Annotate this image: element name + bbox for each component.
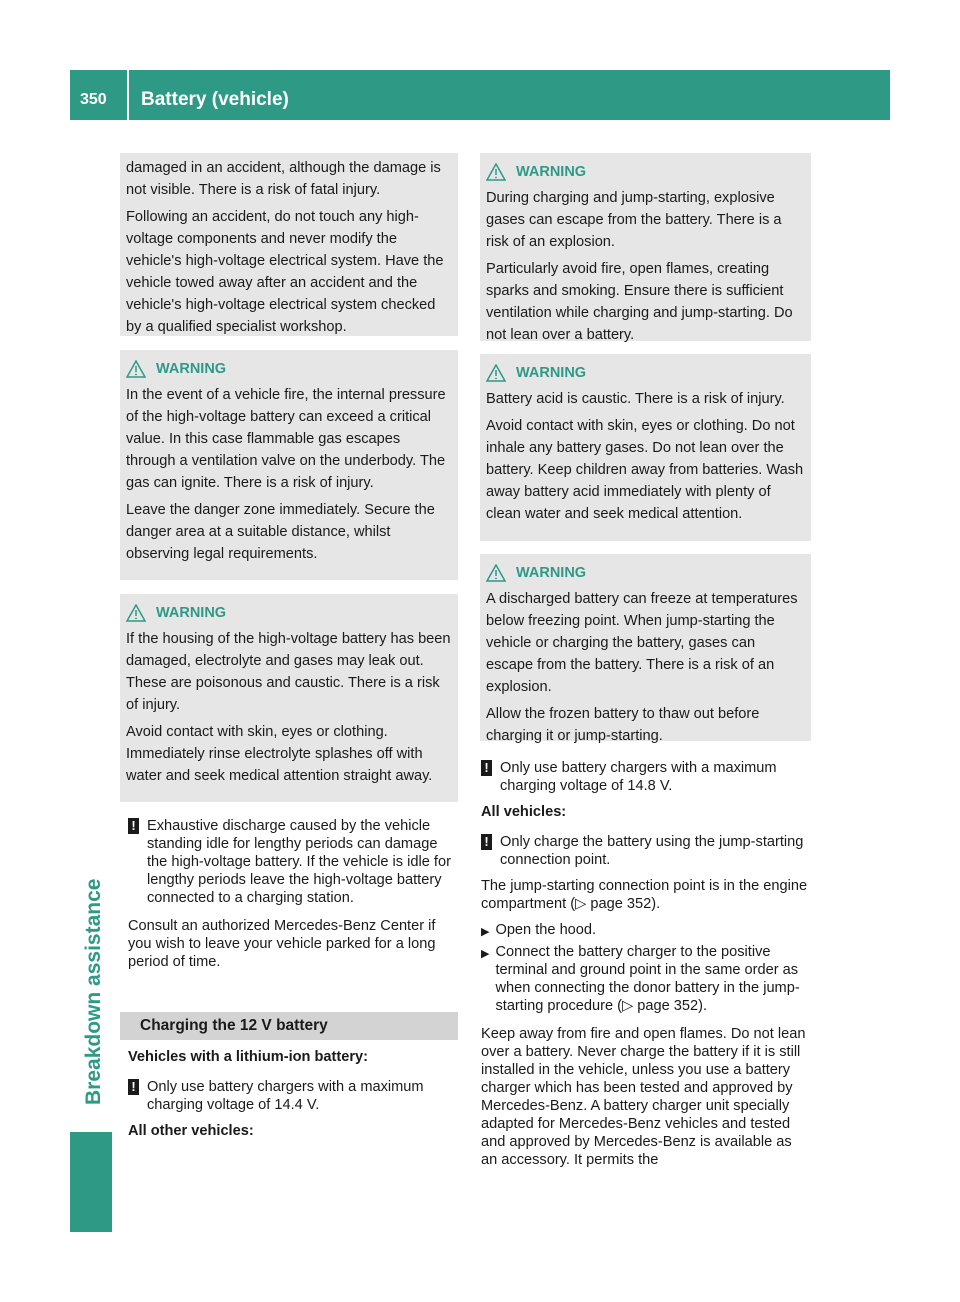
- note-max-voltage: [481, 759, 811, 795]
- warning-triangle-icon: [486, 163, 506, 181]
- warning-box-frozen: [480, 554, 811, 744]
- warning-instruction: Avoid contact with skin, eyes or clothing. Immediately rinse electrolyte splashes off with water and seek medical attention straight away.: [126, 724, 433, 784]
- note-discharge: [128, 817, 460, 907]
- step-text: Connect the battery charger to the positive terminal and ground point in the same order as when connecting the donor battery in the jump-starting procedure (▷ page 352).: [495, 944, 800, 1014]
- warning-header: [486, 362, 805, 384]
- warning-instruction: Avoid contact with skin, eyes or clothing. Do not inhale any battery gases. Do not lean over the battery. Keep children away from batteries. Wash away battery acid immediately with plenty of clean water and seek medical attention.: [486, 418, 804, 522]
- warning-box-fire: [120, 350, 458, 580]
- warning-text: Battery acid is caustic. There is a risk of injury.: [486, 391, 785, 407]
- continued-warning-box: [120, 153, 458, 336]
- paragraph-connection-point: The jump-starting connection point is in the engine compartment (▷ page 352).: [481, 878, 808, 912]
- warning-text: damaged in an accident, although the damage is not visible. There is a risk of fatal injury.: [126, 160, 441, 198]
- warning-title: WARNING: [156, 361, 227, 377]
- subheading-charging: Charging the 12 V battery: [120, 1012, 458, 1040]
- note-text: Only charge the battery using the jump-starting connection point.: [500, 834, 804, 868]
- warning-text: If the housing of the high-voltage battery has been damaged, electrolyte and gases may leak out. These are poisonous and caustic. There is a risk of injury.: [126, 631, 451, 713]
- step-open-hood: [481, 921, 811, 941]
- warning-title: WARNING: [516, 365, 587, 381]
- warning-instruction: Following an accident, do not touch any high-voltage components and never modify the vehicle's high-voltage electrical system. Have the vehicle towed away after an accident and the vehicle's high-voltage electrical system checked by a qualified specialist workshop.: [126, 209, 444, 335]
- warning-box-explosive: [480, 153, 811, 341]
- header-divider: [127, 70, 129, 120]
- exclamation-icon: !: [481, 834, 492, 850]
- note-max-voltage-lithium: [128, 1078, 460, 1114]
- warning-header: [486, 562, 805, 584]
- note-text: Exhaustive discharge caused by the vehicle standing idle for lengthy periods can damage the high-voltage battery. If the vehicle is idle for lengthy periods leave the high-voltage battery connected to a charging station.: [147, 818, 451, 906]
- exclamation-icon: !: [128, 818, 139, 834]
- warning-triangle-icon: [486, 364, 506, 382]
- arrow-right-icon: ▶: [481, 948, 490, 960]
- exclamation-icon: !: [128, 1079, 139, 1095]
- page-number: 350: [80, 91, 107, 108]
- warning-title: WARNING: [516, 565, 587, 581]
- step-connect-charger: [481, 943, 811, 1015]
- paragraph-keep-away: Keep away from fire and open flames. Do not lean over a battery. Never charge the battery if it is still installed in the vehicle, unless you use a battery charger which has been tested and approved by Mercedes-Benz. A battery charger unit specially adapted for Mercedes-Benz vehicles and tested and approved by Mercedes-Benz is available as an accessory. It permits the: [481, 1026, 806, 1168]
- warning-instruction: Particularly avoid fire, open flames, creating sparks and smoking. Ensure there is sufficient ventilation while charging and jump-starting. Do not lean over a battery.: [486, 261, 793, 343]
- label-lithium: Vehicles with a lithium-ion battery:: [128, 1049, 369, 1065]
- page-header: [70, 70, 890, 120]
- exclamation-icon: !: [481, 760, 492, 776]
- warning-instruction: Leave the danger zone immediately. Secure the danger area at a suitable distance, whilst observing legal requirements.: [126, 502, 435, 562]
- warning-triangle-icon: [126, 360, 146, 378]
- label-all-vehicles: All vehicles:: [481, 804, 567, 820]
- warning-text: In the event of a vehicle fire, the internal pressure of the high-voltage battery can exceed a critical value. In this case flammable gas escapes through a ventilation valve on the underbody. The gas can ignite. There is a risk of injury.: [126, 387, 446, 491]
- warning-triangle-icon: [126, 604, 146, 622]
- warning-header: [126, 358, 452, 380]
- paragraph-consult: Consult an authorized Mercedes-Benz Center if you wish to leave your vehicle parked for a long period of time.: [128, 918, 436, 970]
- warning-triangle-icon: [486, 564, 506, 582]
- section-title: Battery (vehicle): [141, 89, 289, 110]
- step-text: Open the hood.: [495, 922, 597, 938]
- note-jump-point: [481, 833, 811, 869]
- warning-header: [126, 602, 452, 624]
- warning-title: WARNING: [516, 164, 587, 180]
- warning-box-acid: [480, 354, 811, 541]
- note-text: Only use battery chargers with a maximum charging voltage of 14.8 V.: [500, 760, 777, 794]
- warning-instruction: Allow the frozen battery to thaw out before charging it or jump-starting.: [486, 706, 760, 744]
- warning-title: WARNING: [156, 605, 227, 621]
- warning-header: [486, 161, 805, 183]
- warning-text: During charging and jump-starting, explosive gases can escape from the battery. There is a risk of an explosion.: [486, 190, 782, 250]
- side-chapter-tab: [70, 1132, 112, 1232]
- label-other-vehicles: All other vehicles:: [128, 1123, 254, 1139]
- note-text: Only use battery chargers with a maximum charging voltage of 14.4 V.: [147, 1079, 424, 1113]
- side-chapter-label: Breakdown assistance: [82, 878, 105, 1105]
- warning-box-housing: [120, 594, 458, 802]
- warning-text: A discharged battery can freeze at temperatures below freezing point. When jump-starting the vehicle or charging the battery, gases can escape from the battery. There is a risk of an explosion.: [486, 591, 798, 695]
- arrow-right-icon: ▶: [481, 926, 490, 938]
